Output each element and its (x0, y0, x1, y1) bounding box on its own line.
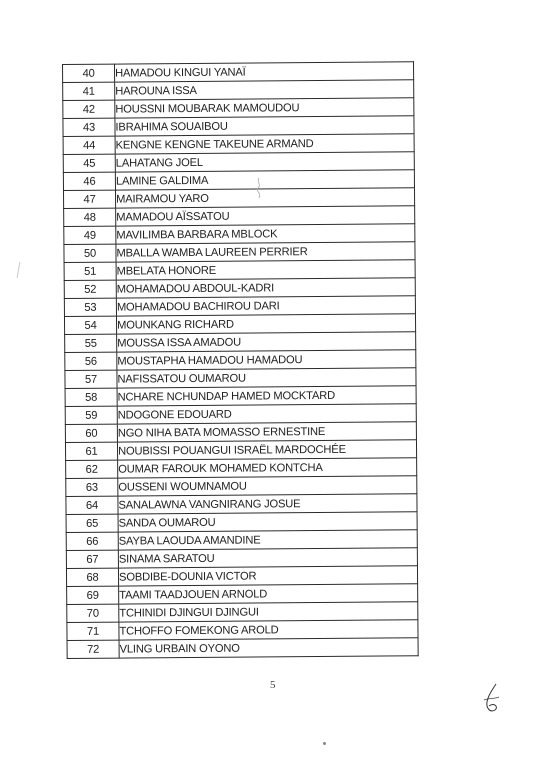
name-list-table (62, 61, 419, 659)
person-name: SANDA OUMAROU (118, 512, 417, 532)
row-number: 71 (67, 622, 119, 640)
row-number: 50 (64, 244, 116, 262)
row-number: 40 (63, 64, 115, 82)
row-number: 42 (63, 100, 115, 118)
row-number: 64 (66, 496, 118, 514)
row-number: 68 (66, 568, 118, 586)
person-name: MBELATA HONORE (116, 260, 415, 280)
person-name: MOHAMADOU ABDOUL-KADRI (116, 278, 415, 298)
person-name: MOUNKANG RICHARD (116, 314, 415, 334)
person-name: MOUSSA ISSA AMADOU (117, 332, 416, 352)
person-name: LAHATANG JOEL (115, 152, 414, 172)
handwritten-initials-signature (480, 682, 504, 716)
person-name: SAYBA LAOUDA AMANDINE (118, 530, 417, 550)
person-name: NOUBISSI POUANGUI ISRAËL MARDOCHÉE (117, 440, 416, 460)
row-number: 44 (63, 136, 115, 154)
row-number: 49 (64, 226, 116, 244)
name-list-body (63, 62, 419, 659)
row-number: 65 (66, 514, 118, 532)
person-name: MAVILIMBA BARBARA MBLOCK (116, 224, 415, 244)
person-name: NAFISSATOU OUMAROU (117, 368, 416, 388)
row-number: 51 (64, 262, 116, 280)
person-name: VLING URBAIN OYONO (119, 638, 418, 658)
row-number: 62 (66, 460, 118, 478)
table-row (67, 638, 418, 659)
handwritten-mark (252, 176, 266, 202)
person-name: NCHARE NCHUNDAP HAMED MOCKTARD (117, 386, 416, 406)
row-number: 61 (65, 442, 117, 460)
row-number: 47 (63, 190, 115, 208)
row-number: 57 (65, 370, 117, 388)
person-name: NGO NIHA BATA MOMASSO ERNESTINE (117, 422, 416, 442)
row-number: 54 (64, 316, 116, 334)
row-number: 48 (64, 208, 116, 226)
person-name: HAMADOU KINGUI YANAÏ (115, 62, 414, 82)
row-number: 41 (63, 82, 115, 100)
row-number: 56 (65, 352, 117, 370)
row-number: 66 (66, 532, 118, 550)
person-name: MAIRAMOU YARO (115, 188, 414, 208)
row-number: 59 (65, 406, 117, 424)
row-number: 70 (67, 604, 119, 622)
row-number: 46 (63, 172, 115, 190)
person-name: KENGNE KENGNE TAKEUNE ARMAND (115, 134, 414, 154)
person-name: LAMINE GALDIMA (115, 170, 414, 190)
margin-mark (17, 262, 21, 278)
person-name: TAAMI TAADJOUEN ARNOLD (119, 584, 418, 604)
row-number: 55 (65, 334, 117, 352)
person-name: OUMAR FAROUK MOHAMED KONTCHA (118, 458, 417, 478)
person-name: MOHAMADOU BACHIROU DARI (116, 296, 415, 316)
row-number: 52 (64, 280, 116, 298)
row-number: 63 (66, 478, 118, 496)
row-number: 67 (66, 550, 118, 568)
person-name: IBRAHIMA SOUAIBOU (115, 116, 414, 136)
person-name: SOBDIBE-DOUNIA VICTOR (118, 566, 417, 586)
person-name: OUSSENI WOUMNAMOU (118, 476, 417, 496)
person-name: MBALLA WAMBA LAUREEN PERRIER (116, 242, 415, 262)
page-number: 5 (270, 679, 276, 691)
person-name: TCHOFFO FOMEKONG AROLD (119, 620, 418, 640)
person-name: MAMADOU AÏSSATOU (116, 206, 415, 226)
row-number: 60 (65, 424, 117, 442)
person-name: MOUSTAPHA HAMADOU HAMADOU (117, 350, 416, 370)
person-name: TCHINIDI DJINGUI DJINGUI (119, 602, 418, 622)
row-number: 69 (67, 586, 119, 604)
person-name: HAROUNA ISSA (115, 80, 414, 100)
person-name: SANALAWNA VANGNIRANG JOSUE (118, 494, 417, 514)
speck-mark (323, 742, 326, 745)
row-number: 58 (65, 388, 117, 406)
row-number: 72 (67, 640, 119, 658)
row-number: 45 (63, 154, 115, 172)
person-name: HOUSSNI MOUBARAK MAMOUDOU (115, 98, 414, 118)
row-number: 53 (64, 298, 116, 316)
person-name: SINAMA SARATOU (118, 548, 417, 568)
row-number: 43 (63, 118, 115, 136)
person-name: NDOGONE EDOUARD (117, 404, 416, 424)
